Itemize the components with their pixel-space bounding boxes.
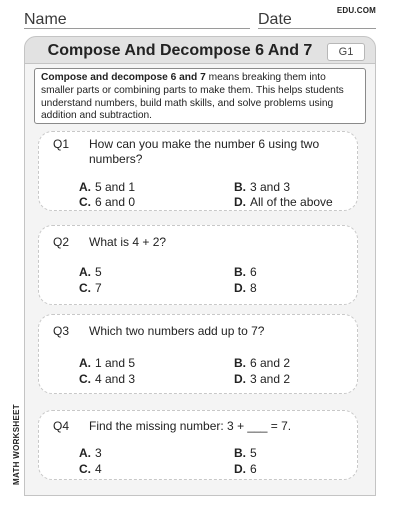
option-d[interactable]: D. 8	[234, 281, 257, 295]
intro-box	[34, 68, 366, 124]
date-line[interactable]	[258, 28, 376, 29]
question-card-3	[38, 314, 358, 394]
option-c[interactable]: C. 4 and 3	[79, 372, 136, 386]
option-b[interactable]: B. 6 and 2	[234, 356, 291, 370]
option-a[interactable]: A. 3	[79, 446, 102, 460]
intro-bold: Compose and decompose 6 and 7	[41, 72, 206, 83]
question-text: What is 4 + 2?	[89, 235, 167, 249]
question-text: How can you make the number 6 using two numbers?	[89, 137, 320, 166]
option-a[interactable]: A. 1 and 5	[79, 356, 136, 370]
title-bar	[24, 36, 376, 64]
question-card-1	[38, 131, 358, 211]
question-number: Q4	[53, 419, 70, 433]
option-b[interactable]: B. 6	[234, 265, 257, 279]
question-text: Which two numbers add up to 7?	[89, 324, 265, 338]
option-c[interactable]: C. 4	[79, 462, 102, 476]
question-card-4	[38, 410, 358, 480]
grade-badge: G1	[327, 43, 365, 61]
question-number: Q2	[53, 235, 70, 249]
question-number: Q1	[53, 137, 70, 151]
option-d[interactable]: D. 6	[234, 462, 257, 476]
option-b[interactable]: B. 5	[234, 446, 257, 460]
question-number: Q3	[53, 324, 70, 338]
option-c[interactable]: C. 6 and 0	[79, 195, 136, 209]
intro-text: means breaking them into smaller parts or combining parts to make them. This helps students understand numbers, build math skills, and solve problems using addition and subtraction.	[41, 72, 344, 122]
option-b[interactable]: B. 3 and 3	[234, 180, 291, 194]
name-label: Name	[24, 11, 67, 28]
option-d[interactable]: D. 3 and 2	[234, 372, 291, 386]
option-d[interactable]: D. All of the above	[234, 195, 333, 209]
question-text: Find the missing number: 3 + ___ = 7.	[89, 419, 292, 433]
option-c[interactable]: C. 7	[79, 281, 102, 295]
option-a[interactable]: A. 5 and 1	[79, 180, 136, 194]
name-line[interactable]	[24, 28, 250, 29]
date-label: Date	[258, 11, 292, 28]
worksheet-title: Compose And Decompose 6 And 7	[47, 42, 313, 59]
brand-logo: EDU.COM	[336, 6, 376, 15]
question-card-2	[38, 225, 358, 305]
side-label: MATH WORKSHEET	[12, 404, 21, 485]
option-a[interactable]: A. 5	[79, 265, 102, 279]
